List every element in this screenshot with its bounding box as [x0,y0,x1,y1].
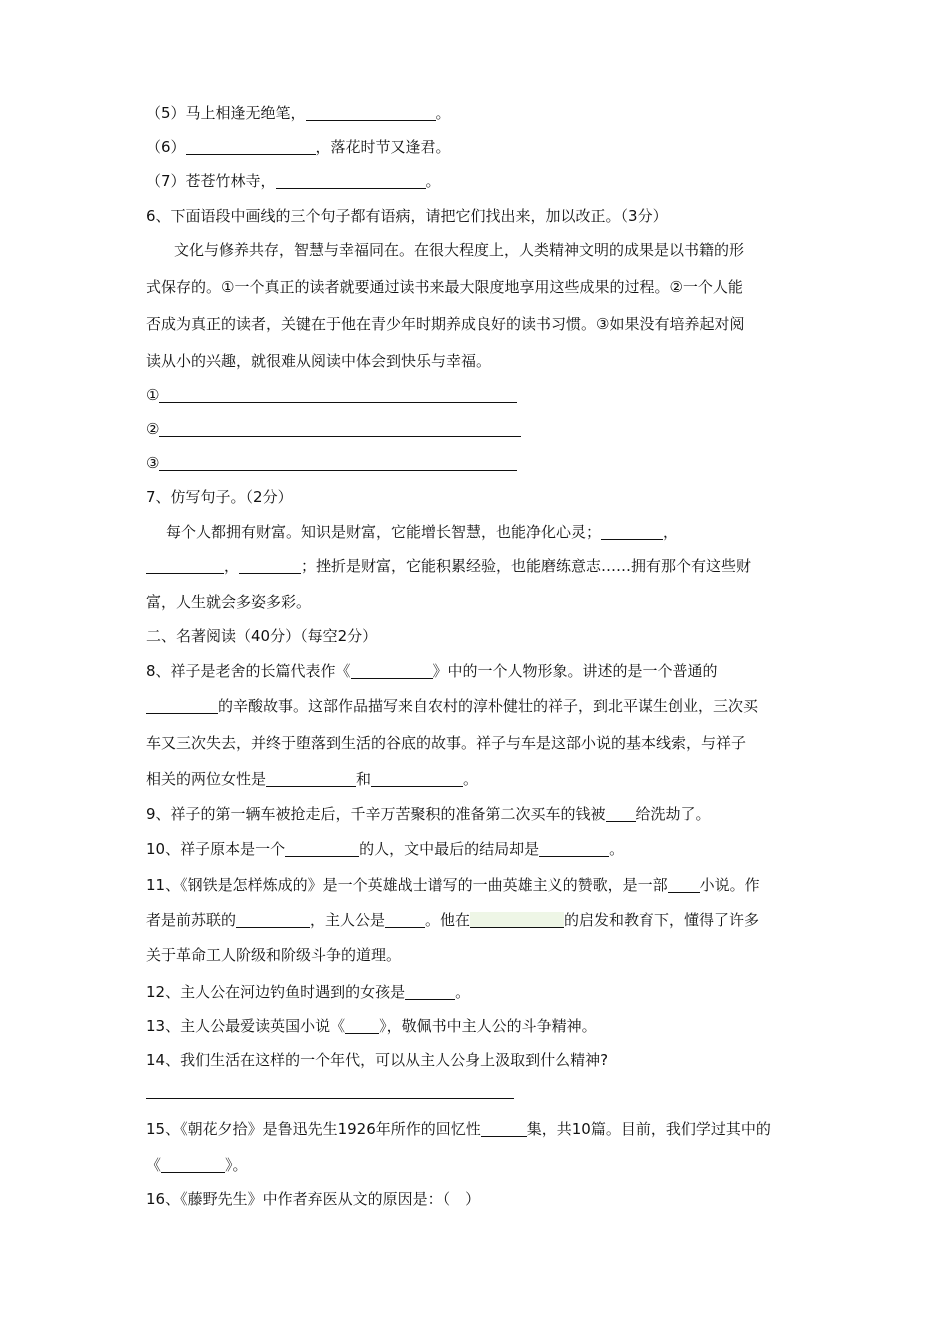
blank-field[interactable] [306,105,436,121]
section-heading: 二、名著阅读（40分）（每空2分） [146,627,378,645]
blank-field[interactable] [668,877,700,893]
blank-field[interactable] [371,771,463,787]
item15-line: 15、《朝花夕拾》是鲁迅先生1926年所作的回忆性 集，共10篇。目前，我们学过其中的 [146,1120,771,1138]
blank-field[interactable] [186,139,316,155]
item8-line: 相关的两位女性是 和 。 [146,770,479,788]
item11-line: 11、《钢铁是怎样炼成的》是一个英雄战士谱写的一曲英雄主义的赞歌，是一部 小说。作 [146,876,760,894]
blank-field[interactable] [236,912,310,928]
item12-line: 12、主人公在河边钓鱼时遇到的女孩是 。 [146,983,471,1001]
item6-para-line: 读从小的兴趣，就很难从阅读中体会到快乐与幸福。 [146,352,492,370]
item9-line: 9、祥子的第一辆车被抢走后，千辛万苦聚积的准备第二次买车的钱被 给洗劫了。 [146,805,711,823]
blank-field[interactable] [405,984,455,1000]
item11-line: 者是前苏联的 ，主人公是 。他在 的启发和教育下，懂得了许多 [146,911,760,929]
item14-answer-field[interactable] [146,1098,514,1099]
blank-field[interactable] [161,1157,225,1173]
blank-field[interactable] [345,1018,379,1034]
blank-field[interactable] [606,806,636,822]
blank-field[interactable] [146,698,218,714]
answer-field[interactable] [159,387,517,403]
blank-field[interactable] [266,771,356,787]
item6-para-line: 文化与修养共存，智慧与幸福同在。在很大程度上，人类精神文明的成果是以书籍的形 [174,241,745,259]
item6-para-line: 式保存的。①一个真正的读者就要通过读书来最大限度地享用这些成果的过程。②一个人能 [146,278,743,296]
highlighted-blank-field[interactable] [470,912,564,928]
answer-field[interactable] [159,421,521,437]
item11-line: 关于革命工人阶级和阶级斗争的道理。 [146,946,402,964]
item7-title: 7、仿写句子。（2分） [146,488,293,506]
answer-line-3: ③ [146,453,517,473]
blank-field[interactable] [539,841,609,857]
q7-poem-line: （7）苍苍竹林寺， 。 [146,172,441,190]
blank-field[interactable] [601,524,663,540]
item14-line: 14、我们生活在这样的一个年代，可以从主人公身上汲取到什么精神? [146,1051,609,1069]
item10-line: 10、祥子原本是一个 的人，文中最后的结局却是 。 [146,840,625,858]
item7-line: ， ；挫折是财富，它能积累经验，也能磨练意志……拥有那个有这些财 [146,556,751,576]
blank-field[interactable] [351,663,433,679]
item8-line: 车又三次失去，并终于堕落到生活的谷底的故事。祥子与车是这部小说的基本线索，与祥子 [146,734,747,752]
item6-para-line: 否成为真正的读者，关键在于他在青少年时期养成良好的读书习惯。③如果没有培养起对阅 [146,315,745,333]
item8-line: 的辛酸故事。这部作品描写来自农村的淳朴健壮的祥子，到北平谋生创业，三次买 [146,696,758,716]
item13-line: 13、主人公最爱读英国小说《 》，敬佩书中主人公的斗争精神。 [146,1017,597,1035]
answer-field[interactable] [159,455,517,471]
answer-line-2: ② [146,419,521,439]
answer-line-1: ① [146,385,517,405]
blank-field[interactable] [276,173,426,189]
q5-line: （5）马上相逢无绝笔， 。 [146,104,451,122]
item15-line: 《 》。 [146,1156,248,1174]
item8-line: 8、祥子是老舍的长篇代表作《 》中的一个人物形象。讲述的是一个普通的 [146,662,718,680]
q6-poem-line: （6） ，落花时节又逢君。 [146,138,451,156]
item7-line: 富，人生就会多姿多彩。 [146,593,312,611]
blank-field[interactable] [481,1121,527,1137]
item7-line: 每个人都拥有财富。知识是财富，它能增长智慧，也能净化心灵； ， [166,523,679,541]
blank-field[interactable] [385,912,425,928]
blank-field[interactable] [285,841,359,857]
blank-field[interactable] [146,558,224,574]
blank-field[interactable] [239,558,301,574]
item16-line: 16、《藤野先生》中作者弃医从文的原因是：（ ） [146,1190,481,1208]
item6-title: 6、下面语段中画线的三个句子都有语病，请把它们找出来，加以改正。（3分） [146,207,668,225]
